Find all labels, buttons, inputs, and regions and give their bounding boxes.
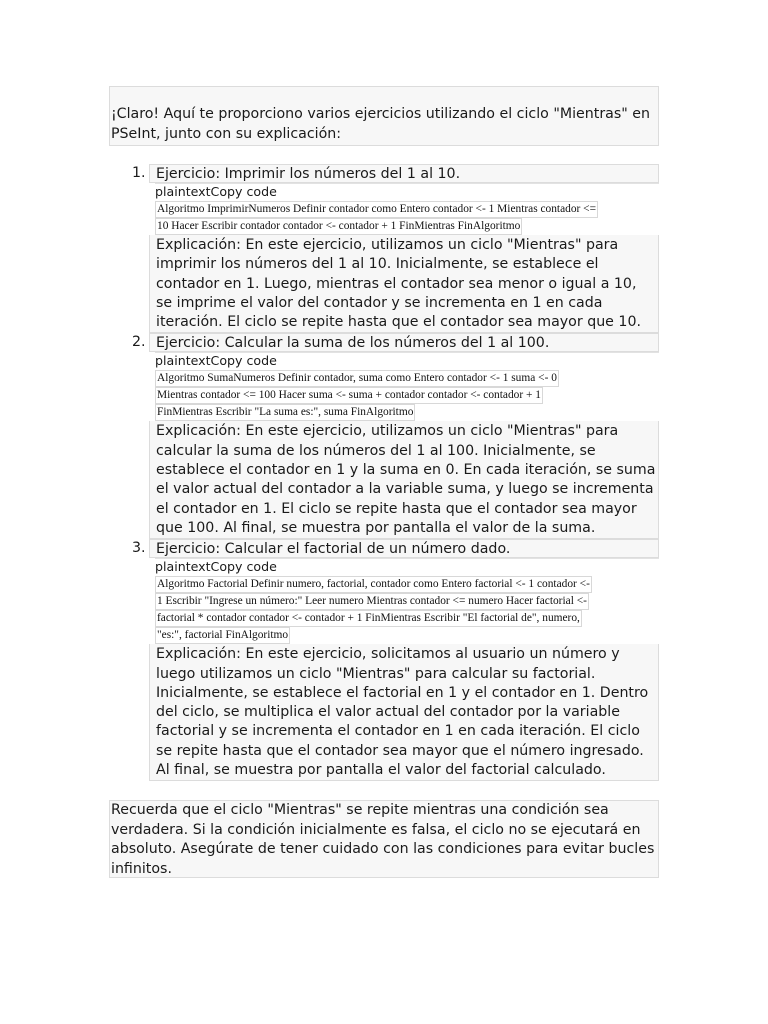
closing-paragraph: Recuerda que el ciclo "Mientras" se repite mientras una condición sea verdadera. Si la condición inicialmente es falsa, el ciclo no se ejecutará en absoluto. Asegúrate de tener cuidado con las condiciones para evitar bucles infinitos. (109, 800, 659, 878)
code-line: Algoritmo SumaNumeros Definir contador, suma como Entero contador <- 1 suma <- 0 (155, 370, 559, 387)
code-line: "es:", factorial FinAlgoritmo (155, 627, 290, 644)
code-line: 1 Escribir "Ingrese un número:" Leer numero Mientras contador <= numero Hacer factorial <- (155, 593, 589, 610)
exercise-title: Ejercicio: Calcular el factorial de un número dado. (149, 539, 659, 558)
exercise-title: Ejercicio: Calcular la suma de los números del 1 al 100. (149, 333, 659, 352)
list-item (109, 164, 659, 333)
exercise-explanation: Explicación: En este ejercicio, utilizamos un ciclo "Mientras" para imprimir los números del 1 al 10. Inicialmente, se establece el contador en 1. Luego, mientras el contador sea menor o igual a 10, se imprime el valor del contador y se incrementa en 1 en cada iteración. El ciclo se repite hasta que el contador sea mayor que 10. (149, 235, 659, 333)
list-item-number: 1. (132, 165, 146, 181)
code-block (155, 201, 659, 235)
exercise-explanation: Explicación: En este ejercicio, utilizamos un ciclo "Mientras" para calcular la suma de los números del 1 al 100. Inicialmente, se establece el contador en 1 y la suma en 0. En cada iteración, se suma el valor actual del contador a la variable suma, y luego se incrementa el contador en 1. El ciclo se repite hasta que el contador sea mayor que 100. Al final, se muestra por pantalla el valor de la suma. (149, 421, 659, 539)
document-page (109, 86, 659, 878)
list-item-number: 3. (132, 540, 146, 557)
exercise-title: Ejercicio: Imprimir los números del 1 al 10. (149, 164, 659, 183)
code-line: FinMientras Escribir "La suma es:", suma FinAlgoritmo (155, 404, 415, 421)
code-label: plaintextCopy code (155, 352, 659, 370)
code-line: factorial * contador contador <- contador + 1 FinMientras Escribir "El factorial de", numero, (155, 610, 582, 627)
code-line: Algoritmo ImprimirNumeros Definir contador como Entero contador <- 1 Mientras contador <= (155, 201, 598, 218)
list-item (109, 539, 659, 781)
code-line: Mientras contador <= 100 Hacer suma <- suma + contador contador <- contador + 1 (155, 387, 543, 404)
code-block (155, 370, 659, 421)
code-label: plaintextCopy code (155, 558, 659, 576)
list-item-number: 2. (132, 334, 146, 351)
code-line: Algoritmo Factorial Definir numero, factorial, contador como Entero factorial <- 1 contador <- (155, 576, 592, 593)
intro-paragraph: ¡Claro! Aquí te proporciono varios ejercicios utilizando el ciclo "Mientras" en PSeInt, junto con su explicación: (109, 86, 659, 146)
code-block (155, 576, 659, 644)
code-label: plaintextCopy code (155, 183, 659, 201)
list-item (109, 333, 659, 539)
exercise-list (109, 164, 659, 781)
exercise-explanation: Explicación: En este ejercicio, solicitamos al usuario un número y luego utilizamos un ciclo "Mientras" para calcular su factorial. Inicialmente, se establece el factorial en 1 y el contador en 1. Dentro del ciclo, se multiplica el valor actual del contador por la variable factorial y se incrementa el contador en 1 en cada iteración. El ciclo se repite hasta que el contador sea mayor que el número ingresado. Al final, se muestra por pantalla el valor del factorial calculado. (149, 644, 659, 781)
code-line: 10 Hacer Escribir contador contador <- contador + 1 FinMientras FinAlgoritmo (155, 218, 522, 235)
